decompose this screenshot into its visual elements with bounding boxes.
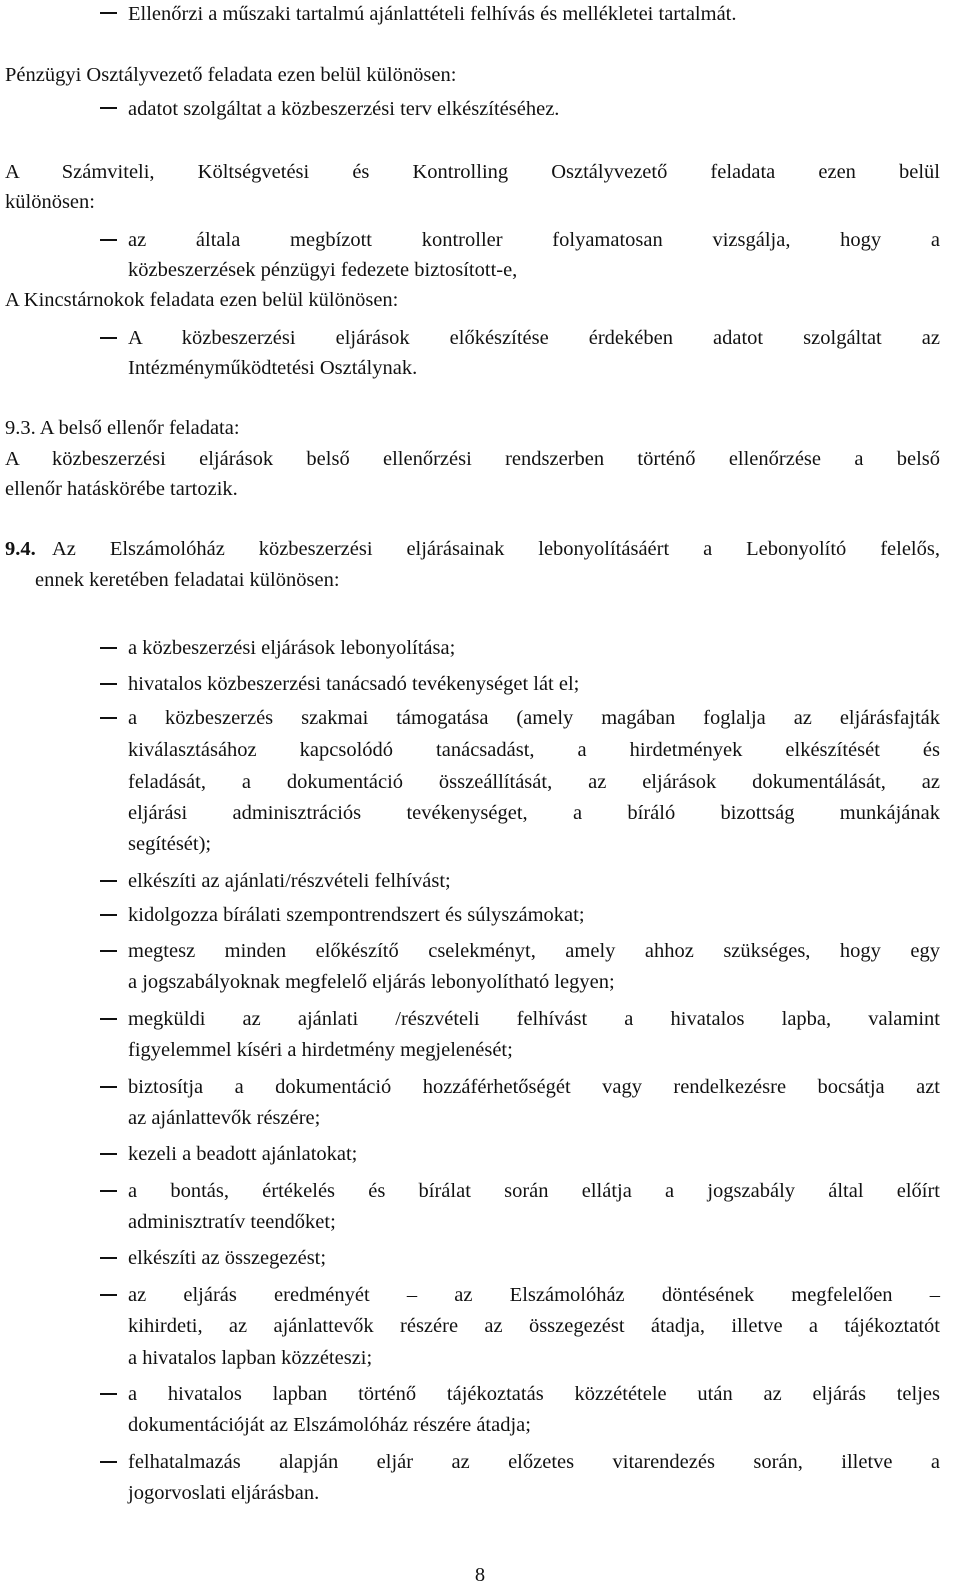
dash-bullet-icon xyxy=(100,647,117,649)
list-item: hivatalos közbeszerzési tanácsadó tevékenységet lát el; xyxy=(128,673,580,695)
list-item: feladását, a dokumentáció összeállítását, az eljárások dokumentálását, az xyxy=(128,771,940,793)
list-item: dokumentációját az Elszámolóház részére átadja; xyxy=(128,1414,531,1436)
dash-bullet-icon xyxy=(100,1190,117,1192)
paragraph-text: A közbeszerzési eljárások belső ellenőrzési rendszerben történő ellenőrzése a belső xyxy=(5,448,940,470)
list-item: a közbeszerzés szakmai támogatása (amely magában foglalja az eljárásfajták xyxy=(128,707,940,729)
paragraph-text: ennek keretében feladatai különösen: xyxy=(35,569,340,591)
list-item: elkészíti az ajánlati/részvételi felhívást; xyxy=(128,870,451,892)
dash-bullet-icon xyxy=(100,1393,117,1395)
list-item: biztosítja a dokumentáció hozzáférhetőségét vagy rendelkezésre bocsátja azt xyxy=(128,1076,940,1098)
list-item: a közbeszerzési eljárások lebonyolítása; xyxy=(128,637,456,659)
page-number: 8 xyxy=(474,1564,486,1586)
dash-bullet-icon xyxy=(100,914,117,916)
dash-bullet-icon xyxy=(100,880,117,882)
section-heading: 9.3. A belső ellenőr feladata: xyxy=(5,417,240,439)
paragraph-text: A Kincstárnokok feladata ezen belül különösen: xyxy=(5,289,399,311)
list-item: eljárási adminisztrációs tevékenységet, a bíráló bizottság munkájának xyxy=(128,802,940,824)
list-item: kiválasztásához kapcsolódó tanácsadást, a hirdetmények elkészítését és xyxy=(128,739,940,761)
dash-bullet-icon xyxy=(100,683,117,685)
bullet-text: közbeszerzések pénzügyi fedezete biztosított-e, xyxy=(128,259,518,281)
bullet-text: Intézményműködtetési Osztálynak. xyxy=(128,357,418,379)
dash-bullet-icon xyxy=(100,1086,117,1088)
dash-bullet-icon xyxy=(100,717,117,719)
list-item: jogorvoslati eljárásban. xyxy=(128,1482,320,1504)
list-item: megküldi az ajánlati /részvételi felhívást a hivatalos lapba, valamint xyxy=(128,1008,940,1030)
list-item: kidolgozza bírálati szempontrendszert és súlyszámokat; xyxy=(128,904,585,926)
dash-bullet-icon xyxy=(100,239,117,241)
dash-bullet-icon xyxy=(100,1018,117,1020)
list-item: megtesz minden előkészítő cselekményt, amely ahhoz szükséges, hogy egy xyxy=(128,940,940,962)
dash-bullet-icon xyxy=(100,107,117,109)
paragraph-text: Az Elszámolóház közbeszerzési eljárásainak lebonyolításáért a Lebonyolító felelős, xyxy=(52,538,940,560)
paragraph-text: A Számviteli, Költségvetési és Kontrolling Osztályvezető feladata ezen belül xyxy=(5,161,940,183)
dash-bullet-icon xyxy=(100,1257,117,1259)
list-item: a bontás, értékelés és bírálat során ellátja a jogszabály által előírt xyxy=(128,1180,940,1202)
paragraph-text: ellenőr hatáskörébe tartozik. xyxy=(5,478,238,500)
bullet-text: Ellenőrzi a műszaki tartalmú ajánlattételi felhívás és mellékletei tartalmát. xyxy=(128,3,737,25)
list-item: adminisztratív teendőket; xyxy=(128,1211,336,1233)
list-item: a jogszabályoknak megfelelő eljárás lebonyolítható legyen; xyxy=(128,971,615,993)
dash-bullet-icon xyxy=(100,1461,117,1463)
list-item: az ajánlattevők részére; xyxy=(128,1107,321,1129)
list-item: segítését); xyxy=(128,833,212,855)
dash-bullet-icon xyxy=(100,1153,117,1155)
list-item: felhatalmazás alapján eljár az előzetes vitarendezés során, illetve a xyxy=(128,1451,940,1473)
list-item: a hivatalos lapban közzéteszi; xyxy=(128,1347,373,1369)
list-item: figyelemmel kíséri a hirdetmény megjelenését; xyxy=(128,1039,513,1061)
list-item: a hivatalos lapban történő tájékoztatás közzététele után az eljárás teljes xyxy=(128,1383,940,1405)
bullet-text: A közbeszerzési eljárások előkészítése érdekében adatot szolgáltat az xyxy=(128,327,940,349)
list-item: kezeli a beadott ajánlatokat; xyxy=(128,1143,358,1165)
list-item: az eljárás eredményét – az Elszámolóház döntésének megfelelően – xyxy=(128,1284,940,1306)
dash-bullet-icon xyxy=(100,950,117,952)
paragraph-text: Pénzügyi Osztályvezető feladata ezen belül különösen: xyxy=(5,64,457,86)
bullet-text: az általa megbízott kontroller folyamatosan vizsgálja, hogy a xyxy=(128,229,940,251)
section-number: 9.4. xyxy=(5,538,36,560)
dash-bullet-icon xyxy=(100,1294,117,1296)
dash-bullet-icon xyxy=(100,337,117,339)
dash-bullet-icon xyxy=(100,12,117,14)
list-item: elkészíti az összegezést; xyxy=(128,1247,327,1269)
bullet-text: adatot szolgáltat a közbeszerzési terv elkészítéséhez. xyxy=(128,98,560,120)
list-item: kihirdeti, az ajánlattevők részére az összegezést átadja, illetve a tájékoztatót xyxy=(128,1315,940,1337)
paragraph-text: különösen: xyxy=(5,191,95,213)
